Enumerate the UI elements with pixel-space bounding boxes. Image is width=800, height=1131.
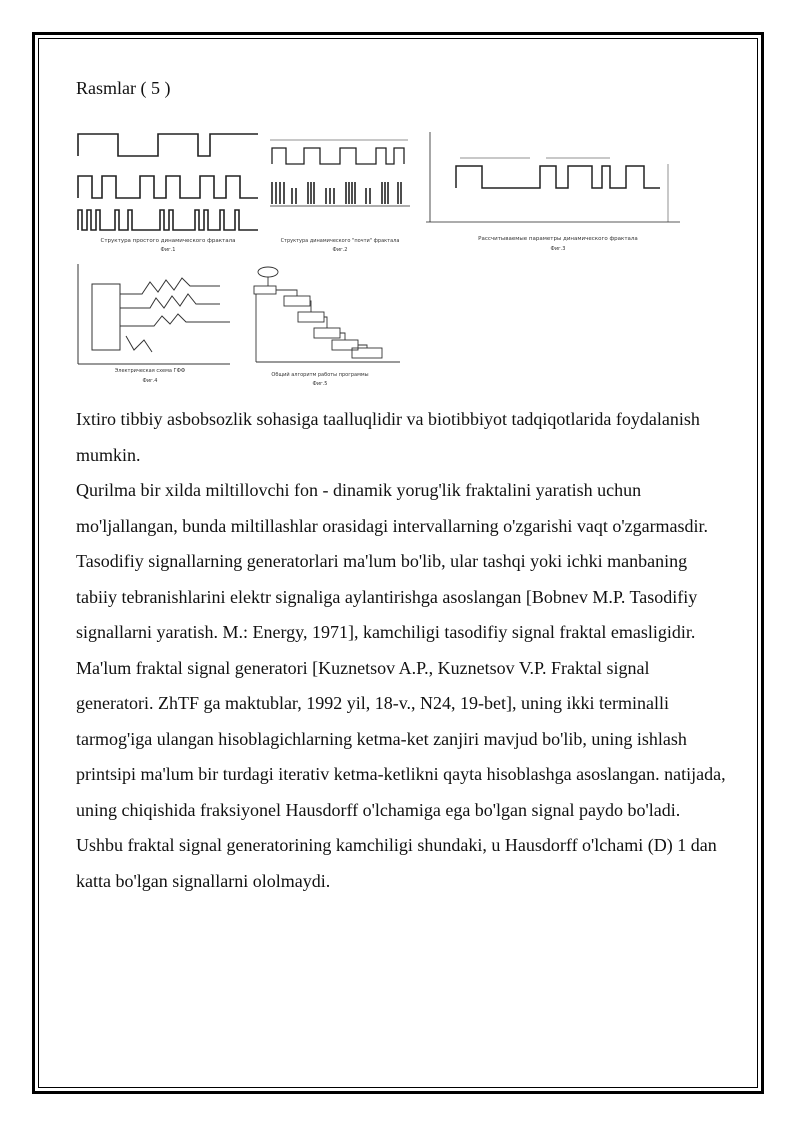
- paragraph: Tasodifiy signallarning generatorlari ma'lum bo'lib, ular tashqi yoki ichki manbaning tabiiy tebranishlarini elektr signaliga aylantirishga asoslangan [Bobnev M.P. Tasodifiy signallarni yaratish. M.: Energy, 1971], kamchiligi tasodifiy signal fraktal emasligidir.: [76, 551, 698, 642]
- body-text: [76, 402, 726, 899]
- figure-3: [426, 132, 680, 252]
- paragraph: Ma'lum fraktal signal generatori [Kuznetsov A.P., Kuznetsov V.P. Fraktal signal generatori. ZhTF ga maktublar, 1992 yil, 18-v., N24, 19-bet], uning ikki terminalli tarmog'iga ulangan hisoblagichlarning ketma-ket zanjiri mavjud bo'lib, uning ishlash printsipi ma'lum bir turdagi iterativ ketma-ketlikni qayta hisoblashga asoslangan. natijada, uning chiqishida fraksiyonel Hausdorff o'lchamiga ega bo'lgan signal paydo bo'ladi. Ushbu fraktal signal generatorining kamchiligi shundaki, u Hausdorff o'lchami (D) 1 dan katta bo'lgan signallarni ololmaydi.: [76, 657, 726, 891]
- figure-5-label: Фиг.5: [312, 381, 328, 387]
- figure-5: [254, 267, 400, 387]
- figure-4-label: Фиг.4: [142, 378, 158, 384]
- figures-panel: [70, 126, 690, 396]
- figure-2-label: Фиг.2: [332, 247, 348, 253]
- section-heading: Rasmlar ( 5 ): [76, 78, 171, 98]
- figure-3-caption: Рассчитываемые параметры динамического фрактала: [478, 236, 638, 242]
- figure-5-caption: Общий алгоритм работы программы: [271, 372, 369, 378]
- paragraph: Qurilma bir xilda miltillovchi fon - dinamik yorug'lik fraktalini yaratish uchun mo'ljallangan, bunda miltillashlar orasidagi intervallarning o'zgarishi vaqt o'zgarmasdir.: [76, 480, 709, 536]
- figure-2: [270, 140, 410, 253]
- paragraph: Ixtiro tibbiy asbobsozlik sohasiga taalluqlidir va biotibbiyot tadqiqotlarida foydalanish mumkin.: [76, 409, 700, 465]
- figure-4-caption: Электрическая схема ГФФ: [114, 368, 186, 374]
- figure-2-caption: Структура динамического "почти" фрактала: [280, 238, 400, 244]
- figure-3-label: Фиг.3: [550, 246, 566, 252]
- figure-1-label: Фиг.1: [160, 247, 176, 253]
- figure-1-caption: Структура простого динамического фрактала: [100, 238, 236, 244]
- figure-4: [78, 264, 230, 384]
- figure-1: [78, 134, 258, 253]
